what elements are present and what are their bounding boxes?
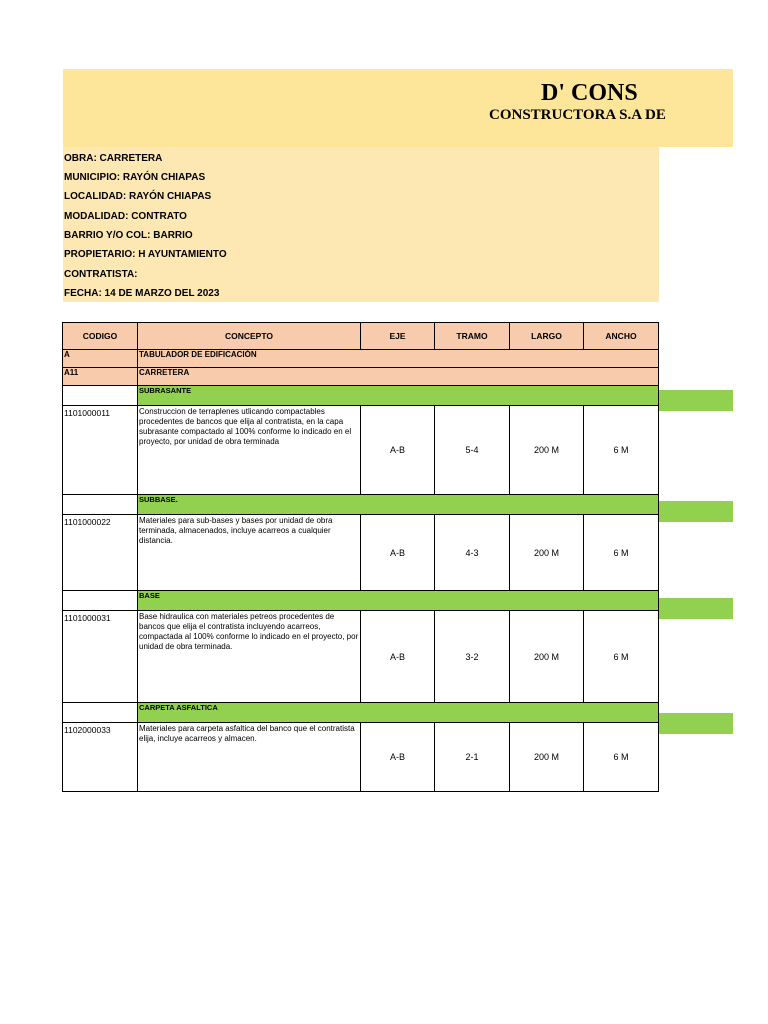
section-bar-subrasante (659, 390, 733, 411)
item-code: 1102000033 (63, 723, 138, 792)
item-tramo: 2-1 (435, 723, 510, 792)
item-largo: 200 M (510, 723, 584, 792)
col-tramo: TRAMO (435, 323, 510, 350)
section-bar-carpeta (659, 713, 733, 734)
section-row (63, 591, 659, 611)
section-label: BASE (138, 591, 659, 611)
col-eje: EJE (361, 323, 435, 350)
category-code: A (63, 350, 138, 368)
section-bar-subbase (659, 501, 733, 522)
col-codigo: CODIGO (63, 323, 138, 350)
info-fecha: FECHA: 14 DE MARZO DEL 2023 (64, 288, 220, 299)
category-label: TABULADOR DE EDIFICACIÓN (138, 350, 659, 368)
table-row (63, 406, 659, 495)
company-title: D' CONS (541, 80, 638, 106)
info-barrio: BARRIO Y/O COL: BARRIO (64, 230, 193, 241)
info-propietario: PROPIETARIO: H AYUNTAMIENTO (64, 249, 227, 260)
project-info (63, 147, 659, 302)
category-label: CARRETERA (138, 368, 659, 386)
section-row (63, 703, 659, 723)
info-obra: OBRA: CARRETERA (64, 153, 163, 164)
info-localidad: LOCALIDAD: RAYÓN CHIAPAS (64, 191, 212, 202)
section-row (63, 386, 659, 406)
item-tramo: 3-2 (435, 611, 510, 703)
item-ancho: 6 M (584, 611, 659, 703)
info-municipio: MUNICIPIO: RAYÓN CHIAPAS (64, 172, 206, 183)
section-label: SUBRASANTE (138, 386, 659, 406)
section-bar-base (659, 598, 733, 619)
category-row (63, 368, 659, 386)
item-tramo: 4-3 (435, 515, 510, 591)
item-ancho: 6 M (584, 515, 659, 591)
col-largo: LARGO (510, 323, 584, 350)
item-code: 1101000031 (63, 611, 138, 703)
col-ancho: ANCHO (584, 323, 659, 350)
budget-table (62, 322, 659, 792)
item-code: 1101000011 (63, 406, 138, 495)
item-largo: 200 M (510, 406, 584, 495)
section-label: CARPETA ASFALTICA (138, 703, 659, 723)
item-largo: 200 M (510, 611, 584, 703)
item-code: 1101000022 (63, 515, 138, 591)
category-row (63, 350, 659, 368)
info-contratista: CONTRATISTA: (64, 269, 138, 280)
item-eje: A-B (361, 515, 435, 591)
item-largo: 200 M (510, 515, 584, 591)
table-header-row (63, 323, 659, 350)
item-concept: Base hidraulica con materiales petreos procedentes de bancos que elija el contratista incluyendo acarreos, compactada al 100% conforme lo indicado en el proyecto, por unidad de obra terminada. (138, 611, 361, 703)
header-banner (63, 69, 733, 147)
item-ancho: 6 M (584, 723, 659, 792)
table-row (63, 723, 659, 792)
item-ancho: 6 M (584, 406, 659, 495)
item-concept: Construccion de terraplenes utlicando compactables procedentes de bancos que elija al contratista, en la capa subrasante compactado al 100% conforme lo indicado en el proyecto, por unidad de obra terminada (138, 406, 361, 495)
section-label: SUBBASE. (138, 495, 659, 515)
info-modalidad: MODALIDAD: CONTRATO (64, 211, 187, 222)
company-subtitle: CONSTRUCTORA S.A DE (489, 107, 666, 123)
table-row (63, 515, 659, 591)
item-eje: A-B (361, 611, 435, 703)
category-code: A11 (63, 368, 138, 386)
item-eje: A-B (361, 406, 435, 495)
section-row (63, 495, 659, 515)
item-concept: Materiales para sub-bases y bases por unidad de obra terminada, almacenados, incluye acarreos a cualquier distancia. (138, 515, 361, 591)
table-row (63, 611, 659, 703)
item-eje: A-B (361, 723, 435, 792)
item-tramo: 5-4 (435, 406, 510, 495)
item-concept: Materiales para carpeta asfaltica del banco que el contratista elija, incluye acarreos y almacen. (138, 723, 361, 792)
col-concepto: CONCEPTO (138, 323, 361, 350)
